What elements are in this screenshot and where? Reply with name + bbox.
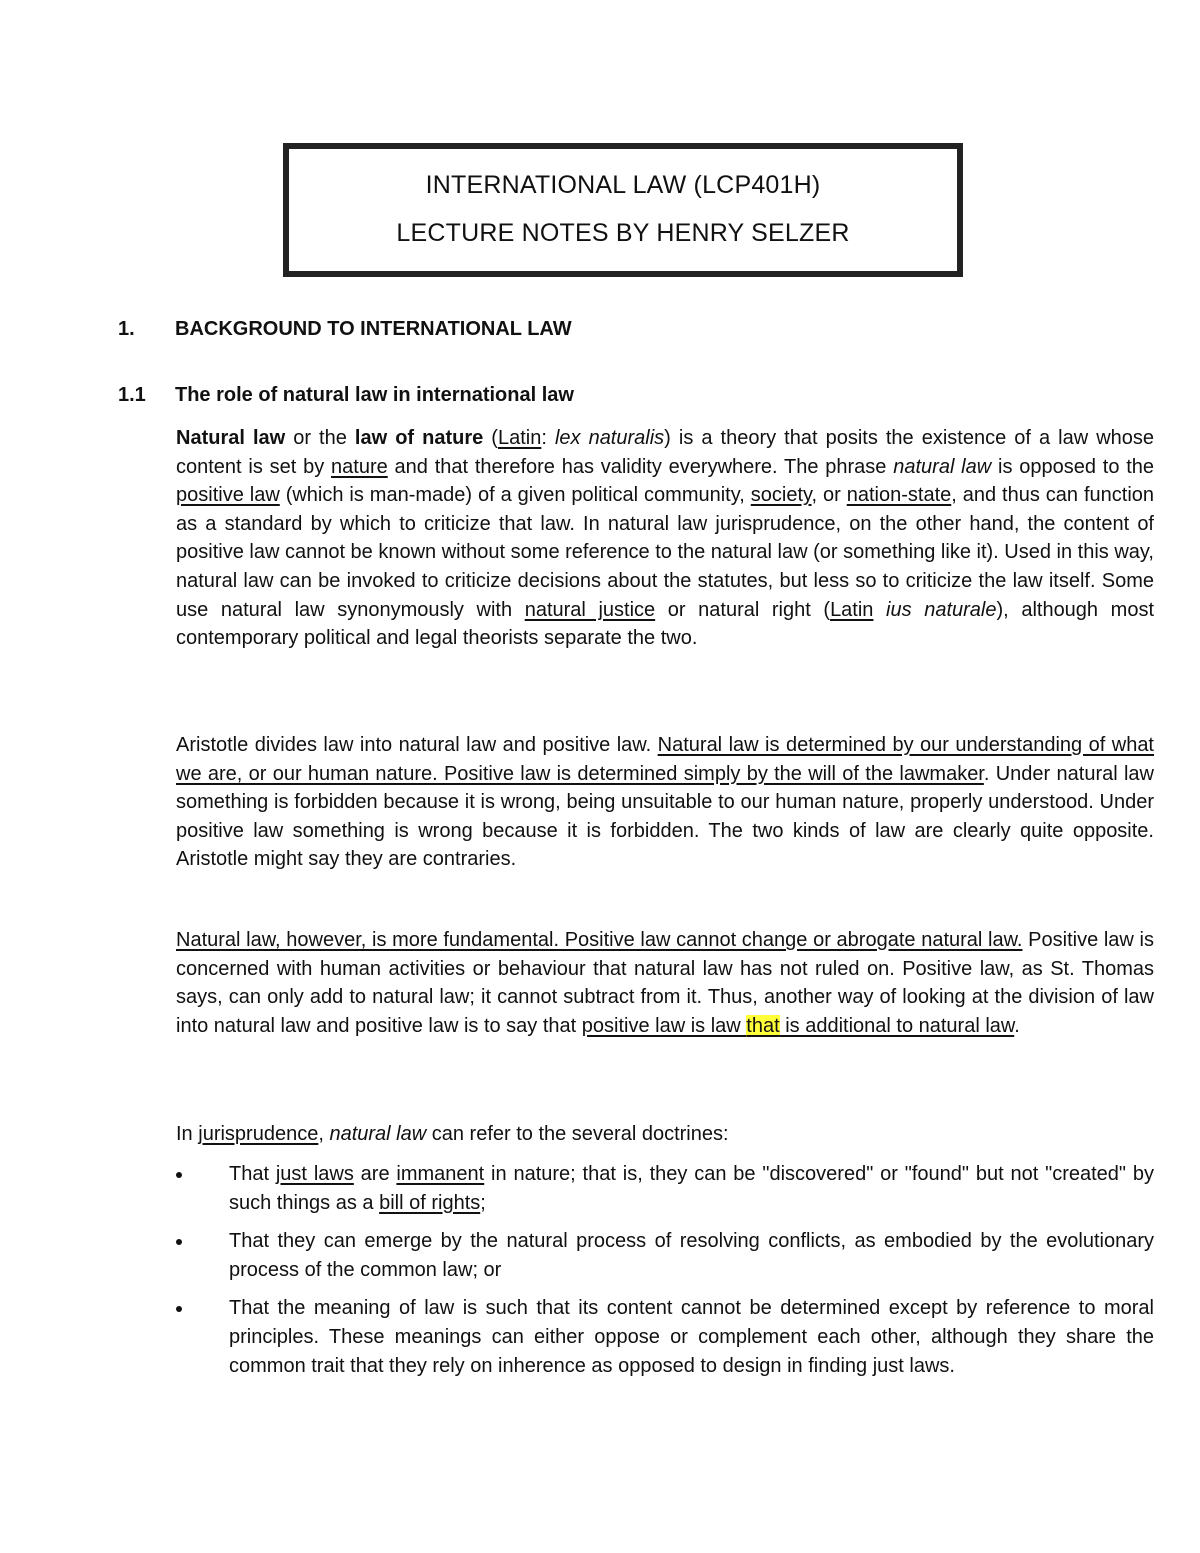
link-nature[interactable]: nature xyxy=(331,455,388,478)
text-run: can refer to the several doctrines: xyxy=(426,1123,729,1145)
text-run: ( xyxy=(483,427,498,449)
underlined-text: Natural law, however, is more fundamental. Positive law cannot change or abrogate natural law. xyxy=(176,929,1023,951)
text-run: : xyxy=(541,427,555,449)
bold-term: Natural law xyxy=(176,427,286,449)
list-item xyxy=(176,1294,1154,1380)
text-run: In xyxy=(176,1123,199,1145)
underlined-text: is additional to natural law xyxy=(779,1014,1015,1037)
title-box xyxy=(283,143,963,277)
link-nation-state[interactable]: nation-state xyxy=(846,484,952,507)
text-run: , or xyxy=(811,484,847,507)
paragraph-jurisprudence xyxy=(176,1120,1154,1149)
link-latin[interactable]: Latin xyxy=(830,598,874,621)
highlighted-text: that xyxy=(746,1014,780,1037)
link-just-laws[interactable]: just laws xyxy=(275,1163,354,1185)
underlined-text: Natural law is determined by our understanding of what we are, or our human nature. Positive law is determined simply by the will of the lawmaker xyxy=(176,734,1154,785)
link-jurisprudence[interactable]: jurisprudence xyxy=(198,1123,319,1145)
italic-term: natural law xyxy=(893,455,992,478)
link-positive-law[interactable]: positive law xyxy=(176,484,280,507)
italic-term: lex naturalis xyxy=(554,427,665,449)
text-run: or the xyxy=(285,427,355,449)
doctrines-list xyxy=(176,1160,1154,1390)
text-run: and that therefore has validity everywhere. The phrase xyxy=(387,455,894,478)
bullet-icon xyxy=(176,1306,182,1312)
text-run: are xyxy=(353,1163,397,1185)
bold-term: law of nature xyxy=(354,427,484,449)
section-title: The role of natural law in international law xyxy=(175,384,574,406)
text-run: , xyxy=(318,1123,330,1145)
paragraph-natural-law-definition xyxy=(176,424,1154,653)
bullet-icon xyxy=(176,1239,182,1245)
underlined-text: positive law is law xyxy=(581,1014,747,1037)
bullet-icon xyxy=(176,1172,182,1178)
text-run: (which is man-made) of a given political community, xyxy=(279,484,751,507)
text-run xyxy=(873,599,886,621)
link-latin[interactable]: Latin xyxy=(497,427,542,449)
text-run: Positive law is concerned with human activities or behaviour that natural law has not ruled on. Positive law, as St. Thomas says, can only add to natural law; it cannot subtract from it. Thus, another way of looking at the division of law into natural law and positive law is to say that xyxy=(176,929,1154,1037)
italic-term: natural law xyxy=(329,1123,427,1145)
list-item xyxy=(176,1227,1154,1284)
section-number: 1. xyxy=(118,318,135,340)
text-run: That they can emerge by the natural process of resolving conflicts, as embodied by the evolutionary process of the common law; or xyxy=(229,1230,1154,1281)
paragraph-natural-law-fundamental xyxy=(176,926,1154,1040)
document-title: INTERNATIONAL LAW (LCP401H) xyxy=(425,171,821,199)
text-run: That xyxy=(229,1163,276,1185)
paragraph-aristotle xyxy=(176,731,1154,874)
text-run: or natural right ( xyxy=(655,598,831,621)
document-subtitle: LECTURE NOTES BY HENRY SELZER xyxy=(396,219,850,247)
text-run: is opposed to the xyxy=(991,455,1155,478)
text-run: in nature; that is, they can be "discovered" or "found" but not "created" by such things as a xyxy=(229,1163,1154,1214)
link-society[interactable]: society xyxy=(750,484,812,507)
section-title: BACKGROUND TO INTERNATIONAL LAW xyxy=(175,318,572,340)
text-run: ) is a theory that posits the existence of a law whose content is set by xyxy=(176,427,1155,478)
text-run: That the meaning of law is such that its content cannot be determined except by reference to moral principles. These meanings can either oppose or complement each other, although they share the common trait that they rely on inherence as opposed to design in finding just laws. xyxy=(229,1297,1154,1377)
text-run: ), although most contemporary political and legal theorists separate the two. xyxy=(176,598,1154,650)
link-bill-of-rights[interactable]: bill of rights xyxy=(379,1191,481,1214)
link-natural-justice[interactable]: natural justice xyxy=(524,598,656,621)
text-run: Aristotle divides law into natural law and positive law. xyxy=(176,734,658,756)
italic-term: ius naturale xyxy=(886,598,997,621)
link-immanent[interactable]: immanent xyxy=(396,1163,485,1185)
text-run: ; xyxy=(480,1191,486,1214)
text-run: . xyxy=(1014,1014,1020,1037)
text-run: , and thus can function as a standard by which to criticize that law. In natural law jurisprudence, on the other hand, the content of positive law cannot be known without some reference to the natural law (or something like it). Used in this way, natural law can be invoked to criticize decisions about the statutes, but less so to criticize the law itself. Some use natural law synonymously with xyxy=(176,484,1155,621)
section-number: 1.1 xyxy=(118,384,146,406)
text-run: . Under natural law something is forbidden because it is wrong, being unsuitable to our human nature, properly understood. Under positive law something is wrong because it is forbidden. The two kinds of law are clearly quite opposite. Aristotle might say they are contraries. xyxy=(176,762,1154,871)
list-item xyxy=(176,1160,1154,1217)
